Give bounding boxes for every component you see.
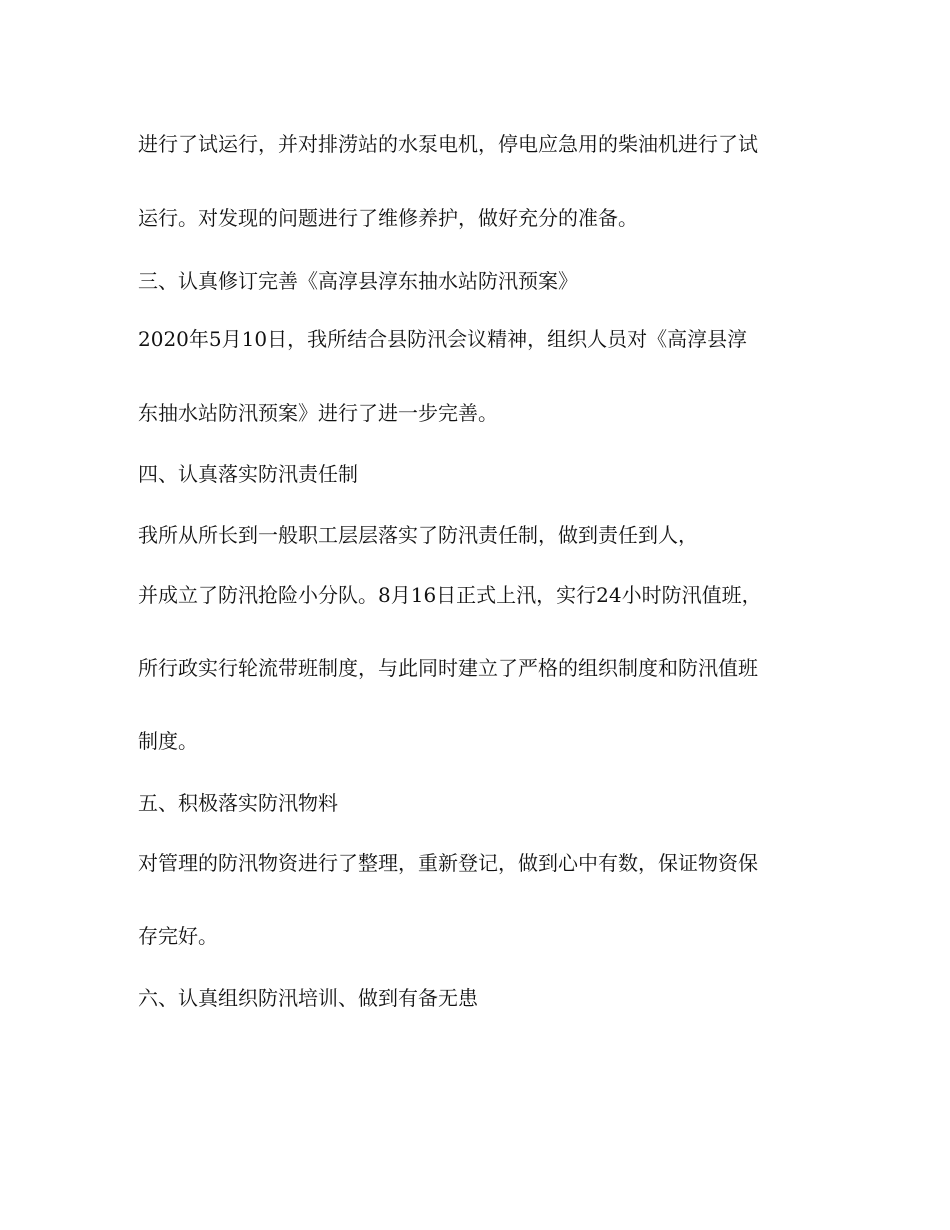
text-line-7: 我所从所长到一般职工层层落实了防汛责任制，做到责任到人，: [138, 523, 698, 547]
text-line-2: 运行。对发现的问题进行了维修养护，做好充分的准备。: [138, 206, 638, 230]
text-line-1: 进行了试运行，并对排涝站的水泵电机，停电应急用的柴油机进行了试: [138, 132, 758, 156]
text-line-4: 2020年5月10日，我所结合县防汛会议精神，组织人员对《高淳县淳: [138, 327, 748, 351]
text-line-8: 并成立了防汛抢险小分队。8月16日正式上汛，实行24小时防汛值班，: [138, 583, 762, 607]
text-line-9: 所行政实行轮流带班制度，与此同时建立了严格的组织制度和防汛值班: [138, 656, 758, 680]
section-heading-6: 六、认真组织防汛培训、做到有备无患: [138, 986, 478, 1010]
section-heading-4: 四、认真落实防汛责任制: [138, 462, 358, 486]
section-heading-5: 五、积极落实防汛物料: [138, 791, 338, 815]
text-line-10: 制度。: [138, 729, 198, 753]
text-line-13: 存完好。: [138, 924, 218, 948]
text-line-5: 东抽水站防汛预案》进行了进一步完善。: [138, 401, 498, 425]
section-heading-3: 三、认真修订完善《高淳县淳东抽水站防汛预案》: [138, 269, 578, 293]
text-line-12: 对管理的防汛物资进行了整理，重新登记，做到心中有数，保证物资保: [138, 851, 758, 875]
